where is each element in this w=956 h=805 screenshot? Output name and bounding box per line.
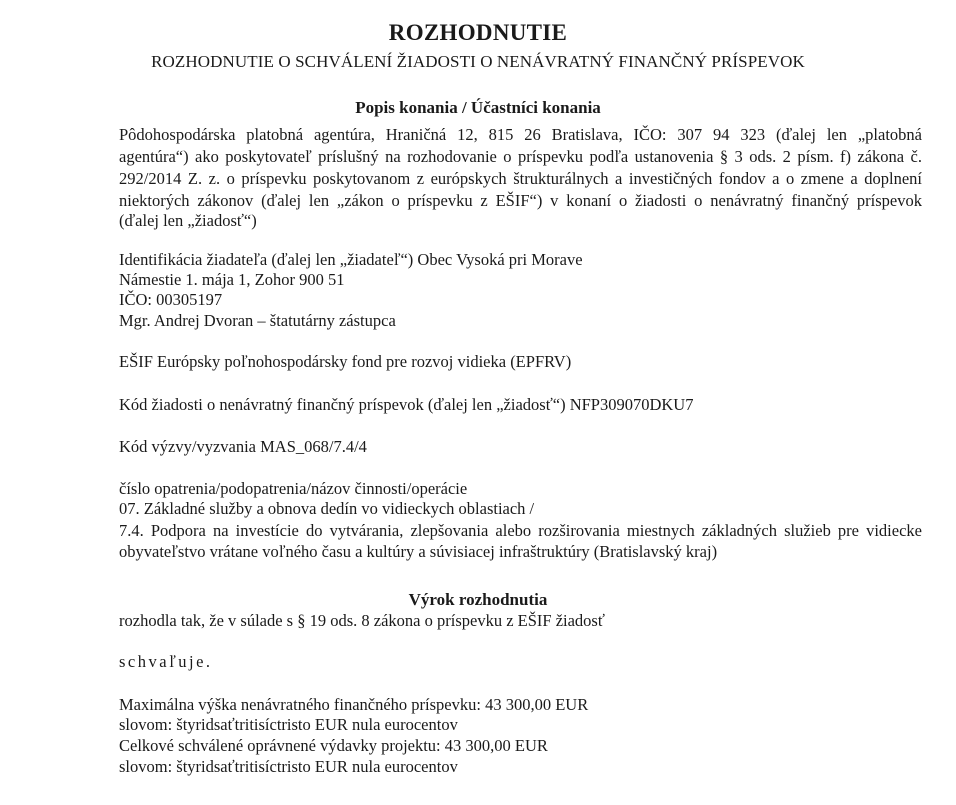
amount-line: slovom: štyridsaťtritisíctristo EUR nula eurocentov xyxy=(119,715,458,734)
amount-line: slovom: štyridsaťtritisíctristo EUR nula eurocentov xyxy=(119,757,458,776)
document-title: ROZHODNUTIE xyxy=(388,20,568,45)
paragraph-line: Pôdohospodárska platobná agentúra, Hraničná 12, 815 26 Bratislava, IČO: 307 94 323 (ďalej len „platobná xyxy=(119,125,922,144)
document-subtitle: ROZHODNUTIE O SCHVÁLENÍ ŽIADOSTI O NENÁVRATNÝ FINANČNÝ PRÍSPEVOK xyxy=(151,52,805,71)
paragraph-line: 292/2014 Z. z. o príspevku poskytovanom z európskych štrukturálnych a investičných fondov a o zmene a doplnení xyxy=(119,169,922,188)
paragraph-line: (ďalej len „žiadosť“) xyxy=(119,211,257,230)
applicant-line: Mgr. Andrej Dvoran – štatutárny zástupca xyxy=(119,311,396,330)
decision-intro-line: rozhodla tak, že v súlade s § 19 ods. 8 zákona o príspevku z EŠIF žiadosť xyxy=(119,611,605,630)
section-heading-proceedings: Popis konania / Účastníci konania xyxy=(355,98,601,117)
measure-line: číslo opatrenia/podopatrenia/názov činnosti/operácie xyxy=(119,479,468,498)
measure-line: 07. Základné služby a obnova dedín vo vidieckych oblastiach / xyxy=(119,499,535,518)
paragraph-line: agentúra“) ako poskytovateľ príslušný na rozhodovanie o príspevku podľa ustanovenia § 3 ods. 2 písm. f) zákona č. xyxy=(119,147,922,166)
measure-line: obyvateľstvo vrátane voľného času a kultúry a súvisiacej infraštruktúry (Bratislavský kraj) xyxy=(119,542,718,561)
decision-verb: schvaľuje. xyxy=(119,652,213,671)
applicant-line: Identifikácia žiadateľa (ďalej len „žiadateľ“) Obec Vysoká pri Morave xyxy=(119,250,583,269)
call-code-line: Kód výzvy/vyzvania MAS_068/7.4/4 xyxy=(119,437,367,456)
application-code-line: Kód žiadosti o nenávratný finančný príspevok (ďalej len „žiadosť“) NFP309070DKU7 xyxy=(119,395,694,414)
amount-line: Maximálna výška nenávratného finančného príspevku: 43 300,00 EUR xyxy=(119,695,589,714)
measure-line: 7.4. Podpora na investície do vytvárania, zlepšovania alebo rozširovania miestnych základných služieb pre vidiecke xyxy=(119,521,922,540)
amount-line: Celkové schválené oprávnené výdavky projektu: 43 300,00 EUR xyxy=(119,736,548,755)
section-heading-decision: Výrok rozhodnutia xyxy=(408,590,548,609)
paragraph-line: niektorých zákonov (ďalej len „zákon o príspevku z EŠIF“) v konaní o žiadosti o nenávratný finančný príspevok xyxy=(119,191,922,210)
fund-line: EŠIF Európsky poľnohospodársky fond pre rozvoj vidieka (EPFRV) xyxy=(119,352,572,371)
applicant-line: Námestie 1. mája 1, Zohor 900 51 xyxy=(119,270,345,289)
applicant-line: IČO: 00305197 xyxy=(119,290,223,309)
